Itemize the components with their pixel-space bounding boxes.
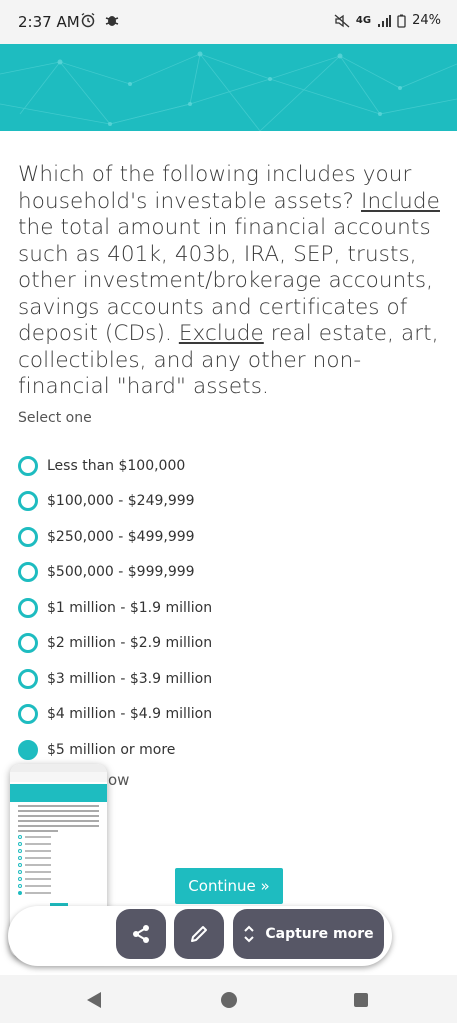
- thumb-option: [18, 884, 107, 888]
- expand-vertical-icon: [243, 925, 255, 943]
- status-right: [334, 13, 441, 28]
- exclude-word: Exclude: [178, 321, 264, 346]
- thumb-option: [18, 842, 107, 846]
- bug-icon: [104, 12, 120, 28]
- thumb-banner: [10, 784, 107, 802]
- question-text: [18, 162, 443, 401]
- home-icon[interactable]: [221, 992, 237, 1008]
- option-label: $1 million - $1.9 million: [47, 599, 213, 616]
- thumb-text-line: [18, 815, 99, 817]
- option-label: $3 million - $3.9 million: [47, 670, 213, 687]
- radio-icon[interactable]: [18, 598, 38, 618]
- network-label: 4G: [355, 15, 372, 26]
- option-label: $4 million - $4.9 million: [47, 706, 213, 723]
- pencil-icon: [188, 923, 210, 945]
- thumb-option: [18, 835, 107, 839]
- option-5m-or-more[interactable]: [18, 732, 212, 768]
- select-one-instruction: Select one: [18, 410, 92, 426]
- header-banner: [0, 44, 457, 131]
- option-4m-4-9m[interactable]: [18, 697, 212, 733]
- option-label: $2 million - $2.9 million: [47, 635, 213, 652]
- answer-options: [18, 448, 212, 768]
- capture-more-label: Capture more: [265, 926, 374, 942]
- partial-option-text: ow: [108, 771, 130, 789]
- battery-icon: [397, 14, 406, 28]
- question-part2: the total amount in financial accounts such as 401k, 403b, IRA, SEP, trusts, other investment/brokerage accounts, savings accounts and certificates of deposit (CDs).: [18, 215, 434, 346]
- thumb-status-bar: [10, 764, 107, 772]
- thumb-text-line: [18, 810, 99, 812]
- option-100k-249k[interactable]: [18, 484, 212, 520]
- thumb-text-line: [18, 825, 99, 827]
- radio-selected-icon[interactable]: [18, 740, 38, 760]
- thumb-text-line: [18, 820, 99, 822]
- radio-icon[interactable]: [18, 456, 38, 476]
- status-icons-left: [80, 12, 120, 28]
- option-label: $5 million or more: [47, 741, 176, 758]
- radio-icon[interactable]: [18, 704, 38, 724]
- option-label: $500,000 - $999,999: [47, 564, 195, 581]
- status-bar: [0, 0, 457, 44]
- thumb-option: [18, 877, 107, 881]
- option-less-than-100k[interactable]: [18, 448, 212, 484]
- edit-button[interactable]: [174, 909, 224, 959]
- radio-icon[interactable]: [18, 562, 38, 582]
- status-time: 2:37 AM: [18, 13, 80, 31]
- thumb-option: [18, 849, 107, 853]
- mute-icon: [334, 14, 350, 28]
- radio-icon[interactable]: [18, 633, 38, 653]
- thumb-option: [18, 891, 107, 895]
- option-2m-2-9m[interactable]: [18, 626, 212, 662]
- thumb-text-line: [18, 830, 58, 832]
- radio-icon[interactable]: [18, 669, 38, 689]
- option-label: Less than $100,000: [47, 457, 186, 474]
- system-navbar: [0, 975, 457, 1023]
- signal-icon: [377, 14, 391, 28]
- option-3m-3-9m[interactable]: [18, 661, 212, 697]
- screenshot-toolbar: [8, 906, 392, 966]
- network-pattern-icon: [0, 44, 457, 131]
- question-part1: Which of the following includes your household's investable assets?: [18, 162, 412, 214]
- battery-label: 24%: [412, 13, 441, 28]
- radio-icon[interactable]: [18, 491, 38, 511]
- thumb-option: [18, 863, 107, 867]
- option-label: $100,000 - $249,999: [47, 493, 195, 510]
- thumb-option: [18, 870, 107, 874]
- thumb-option: [18, 856, 107, 860]
- option-label: $250,000 - $499,999: [47, 528, 195, 545]
- capture-more-button[interactable]: [233, 909, 384, 959]
- recent-apps-icon[interactable]: [354, 993, 368, 1007]
- alarm-icon: [80, 12, 96, 28]
- radio-icon[interactable]: [18, 527, 38, 547]
- option-250k-499k[interactable]: [18, 519, 212, 555]
- include-word: Include: [361, 188, 440, 214]
- back-icon[interactable]: [87, 992, 101, 1008]
- option-1m-1-9m[interactable]: [18, 590, 212, 626]
- thumb-text-line: [18, 805, 99, 807]
- question-part3: real estate, art, collectibles, and any other non-financial "hard" assets.: [18, 321, 439, 399]
- share-button[interactable]: [116, 909, 166, 959]
- share-icon: [130, 923, 152, 945]
- option-500k-999k[interactable]: [18, 555, 212, 591]
- continue-button[interactable]: Continue »: [175, 868, 283, 904]
- thumb-header: [10, 772, 107, 782]
